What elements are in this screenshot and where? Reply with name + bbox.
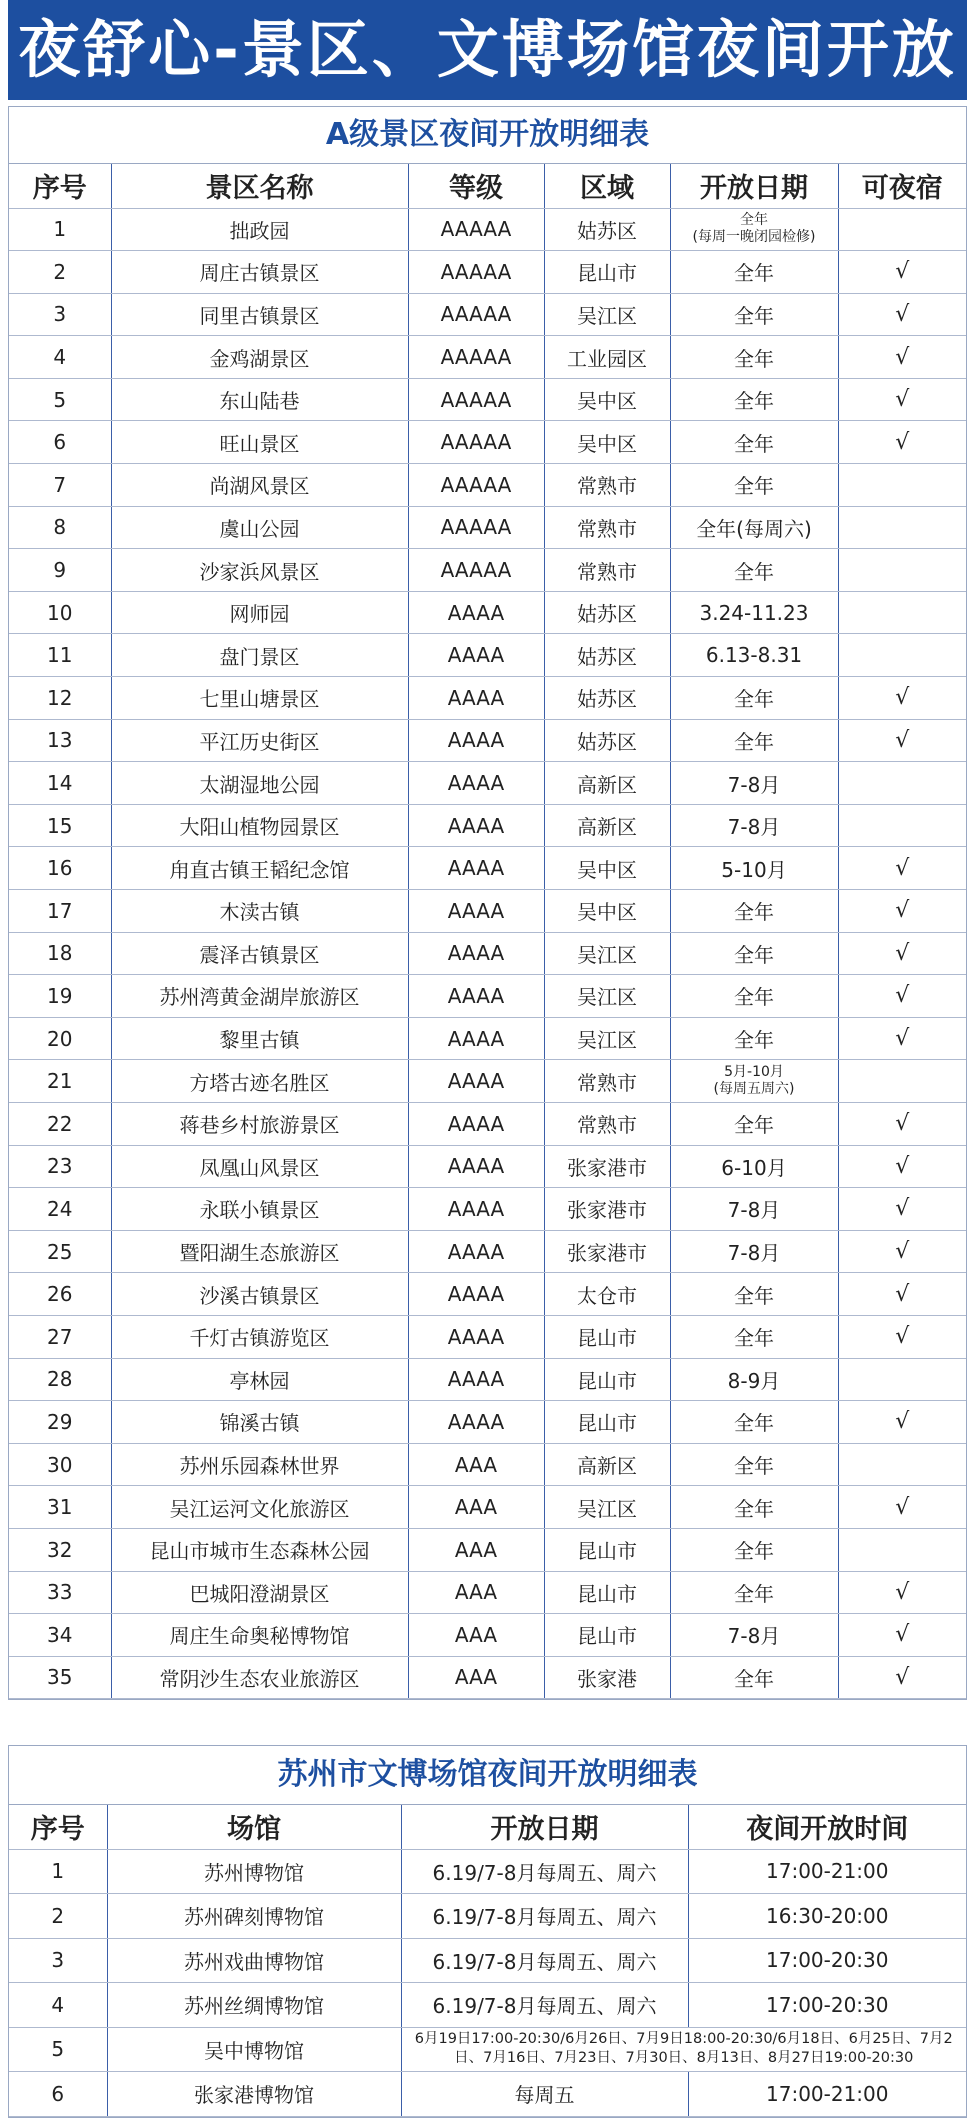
scenic-area: 高新区 <box>544 1443 670 1486</box>
scenic-name: 永联小镇景区 <box>111 1188 408 1231</box>
row-index: 4 <box>9 1983 107 2028</box>
row-index: 19 <box>9 975 111 1018</box>
table-row <box>9 2027 966 2072</box>
page-title: 夜舒心-景区、文博场馆夜间开放 <box>18 13 957 86</box>
open-date: 全年 <box>670 549 838 592</box>
open-date: 全年 <box>670 677 838 720</box>
scenic-name: 亭林园 <box>111 1358 408 1401</box>
table-row <box>9 1614 966 1657</box>
row-index: 16 <box>9 847 111 890</box>
scenic-name: 七里山塘景区 <box>111 677 408 720</box>
overnight-mark: √ <box>838 1188 966 1231</box>
scenic-name: 周庄古镇景区 <box>111 251 408 294</box>
overnight-mark <box>838 1358 966 1401</box>
scenic-name: 黎里古镇 <box>111 1017 408 1060</box>
page-title-banner <box>8 0 967 100</box>
row-index: 6 <box>9 2072 107 2117</box>
scenic-area: 吴江区 <box>544 932 670 975</box>
open-date: 全年 <box>670 975 838 1018</box>
open-date: 全年 <box>670 932 838 975</box>
row-index: 1 <box>9 1849 107 1894</box>
overnight-mark: √ <box>838 378 966 421</box>
open-date: 全年 <box>670 464 838 507</box>
scenic-level: AAAA <box>408 634 544 677</box>
table-row <box>9 975 966 1018</box>
scenic-level: AAAA <box>408 1230 544 1273</box>
venue-name: 吴中博物馆 <box>107 2027 401 2072</box>
scenic-level: AAAAA <box>408 378 544 421</box>
row-index: 25 <box>9 1230 111 1273</box>
scenic-area: 吴中区 <box>544 890 670 933</box>
open-date: 7-8月 <box>670 1188 838 1231</box>
col-header-level: 等级 <box>408 164 544 208</box>
row-index: 29 <box>9 1401 111 1444</box>
row-index: 5 <box>9 2027 107 2072</box>
overnight-mark <box>838 506 966 549</box>
scenic-level: AAAA <box>408 677 544 720</box>
scenic-area: 吴江区 <box>544 1486 670 1529</box>
scenic-level: AAAA <box>408 1017 544 1060</box>
scenic-area: 工业园区 <box>544 336 670 379</box>
scenic-area: 昆山市 <box>544 1358 670 1401</box>
scenic-level: AAAA <box>408 762 544 805</box>
table-row <box>9 1017 966 1060</box>
overnight-mark <box>838 208 966 251</box>
open-date: 5月-10月 (每周五周六) <box>670 1060 838 1103</box>
table-row <box>9 293 966 336</box>
scenic-area: 高新区 <box>544 762 670 805</box>
col-header-open-date: 开放日期 <box>670 164 838 208</box>
scenic-level: AAAA <box>408 975 544 1018</box>
venue-name: 苏州戏曲博物馆 <box>107 1938 401 1983</box>
scenic-name: 周庄生命奥秘博物馆 <box>111 1614 408 1657</box>
overnight-mark: √ <box>838 336 966 379</box>
scenic-area: 吴中区 <box>544 378 670 421</box>
row-index: 10 <box>9 591 111 634</box>
row-index: 18 <box>9 932 111 975</box>
scenic-name: 东山陆巷 <box>111 378 408 421</box>
row-index: 24 <box>9 1188 111 1231</box>
scenic-level: AAAA <box>408 1102 544 1145</box>
scenic-level: AAA <box>408 1571 544 1614</box>
night-hours: 17:00-21:00 <box>688 2072 966 2117</box>
scenic-area: 姑苏区 <box>544 591 670 634</box>
open-date: 5-10月 <box>670 847 838 890</box>
col-header-night-hours: 夜间开放时间 <box>688 1805 966 1849</box>
open-date: 全年 <box>670 1017 838 1060</box>
table-row <box>9 1894 966 1939</box>
table-row <box>9 336 966 379</box>
night-hours: 17:00-20:30 <box>688 1938 966 1983</box>
scenic-area: 张家港市 <box>544 1188 670 1231</box>
table-row <box>9 1145 966 1188</box>
open-date: 全年(每周六) <box>670 506 838 549</box>
table-row <box>9 549 966 592</box>
open-date: 全年 <box>670 293 838 336</box>
row-index: 8 <box>9 506 111 549</box>
scenic-area: 高新区 <box>544 804 670 847</box>
scenic-level: AAAA <box>408 1273 544 1316</box>
scenic-level: AAAA <box>408 591 544 634</box>
venue-name: 苏州碑刻博物馆 <box>107 1894 401 1939</box>
scenic-name: 大阳山植物园景区 <box>111 804 408 847</box>
scenic-level: AAA <box>408 1443 544 1486</box>
row-index: 1 <box>9 208 111 251</box>
open-date: 全年 <box>670 719 838 762</box>
table-row <box>9 1401 966 1444</box>
scenic-name: 尚湖风景区 <box>111 464 408 507</box>
row-index: 33 <box>9 1571 111 1614</box>
scenic-header-row <box>9 164 966 208</box>
overnight-mark: √ <box>838 1656 966 1699</box>
scenic-name: 沙溪古镇景区 <box>111 1273 408 1316</box>
overnight-mark: √ <box>838 1401 966 1444</box>
open-date: 全年 <box>670 1401 838 1444</box>
scenic-area: 常熟市 <box>544 506 670 549</box>
open-date: 全年 <box>670 1102 838 1145</box>
overnight-mark: √ <box>838 1315 966 1358</box>
museum-table-section <box>8 1745 967 2118</box>
night-hours: 16:30-20:00 <box>688 1894 966 1939</box>
open-date: 全年 <box>670 336 838 379</box>
scenic-level: AAAA <box>408 847 544 890</box>
scenic-name: 方塔古迹名胜区 <box>111 1060 408 1103</box>
row-index: 12 <box>9 677 111 720</box>
table-row <box>9 591 966 634</box>
table-row <box>9 1528 966 1571</box>
row-index: 27 <box>9 1315 111 1358</box>
open-date: 全年 <box>670 1656 838 1699</box>
open-date: 全年 <box>670 421 838 464</box>
scenic-name: 沙家浜风景区 <box>111 549 408 592</box>
scenic-name: 拙政园 <box>111 208 408 251</box>
scenic-level: AAAA <box>408 1401 544 1444</box>
open-date: 3.24-11.23 <box>670 591 838 634</box>
scenic-name: 盘门景区 <box>111 634 408 677</box>
row-index: 4 <box>9 336 111 379</box>
table-row <box>9 506 966 549</box>
open-date: 6.19/7-8月每周五、周六 <box>401 1983 688 2028</box>
row-index: 20 <box>9 1017 111 1060</box>
scenic-name: 太湖湿地公园 <box>111 762 408 805</box>
table-row <box>9 251 966 294</box>
overnight-mark: √ <box>838 1230 966 1273</box>
scenic-area: 常熟市 <box>544 1102 670 1145</box>
scenic-name: 凤凰山风景区 <box>111 1145 408 1188</box>
scenic-level: AAAA <box>408 890 544 933</box>
open-date: 全年 <box>670 1528 838 1571</box>
table-row <box>9 1188 966 1231</box>
scenic-area: 姑苏区 <box>544 719 670 762</box>
row-index: 31 <box>9 1486 111 1529</box>
overnight-mark: √ <box>838 719 966 762</box>
row-index: 13 <box>9 719 111 762</box>
table-row <box>9 1102 966 1145</box>
table-row <box>9 1938 966 1983</box>
table-row <box>9 1656 966 1699</box>
overnight-mark: √ <box>838 1273 966 1316</box>
venue-name: 苏州丝绸博物馆 <box>107 1983 401 2028</box>
col-header-overnight: 可夜宿 <box>838 164 966 208</box>
scenic-area: 昆山市 <box>544 251 670 294</box>
row-index: 34 <box>9 1614 111 1657</box>
scenic-area: 太仓市 <box>544 1273 670 1316</box>
overnight-mark <box>838 1528 966 1571</box>
scenic-level: AAAAA <box>408 506 544 549</box>
scenic-name: 苏州湾黄金湖岸旅游区 <box>111 975 408 1018</box>
scenic-table-caption: A级景区夜间开放明细表 <box>9 107 966 164</box>
table-row <box>9 932 966 975</box>
scenic-name: 千灯古镇游览区 <box>111 1315 408 1358</box>
open-date: 全年 <box>670 1315 838 1358</box>
table-row <box>9 1315 966 1358</box>
scenic-name: 木渎古镇 <box>111 890 408 933</box>
museum-table <box>9 1805 966 2117</box>
open-date: 全年 <box>670 1486 838 1529</box>
scenic-area: 常熟市 <box>544 1060 670 1103</box>
row-index: 2 <box>9 1894 107 1939</box>
overnight-mark <box>838 1060 966 1103</box>
scenic-level: AAAA <box>408 932 544 975</box>
scenic-area: 常熟市 <box>544 549 670 592</box>
open-date: 每周五 <box>401 2072 688 2117</box>
row-index: 26 <box>9 1273 111 1316</box>
scenic-area: 吴江区 <box>544 293 670 336</box>
col-header-index: 序号 <box>9 1805 107 1849</box>
overnight-mark: √ <box>838 1102 966 1145</box>
overnight-mark: √ <box>838 1145 966 1188</box>
scenic-name: 吴江运河文化旅游区 <box>111 1486 408 1529</box>
open-date: 全年 <box>670 1571 838 1614</box>
scenic-area: 昆山市 <box>544 1528 670 1571</box>
scenic-name: 甪直古镇王韬纪念馆 <box>111 847 408 890</box>
scenic-area: 姑苏区 <box>544 677 670 720</box>
scenic-area: 昆山市 <box>544 1315 670 1358</box>
overnight-mark: √ <box>838 975 966 1018</box>
scenic-name: 锦溪古镇 <box>111 1401 408 1444</box>
open-date: 7-8月 <box>670 1614 838 1657</box>
overnight-mark: √ <box>838 890 966 933</box>
museum-header-row <box>9 1805 966 1849</box>
scenic-name: 网师园 <box>111 591 408 634</box>
row-index: 35 <box>9 1656 111 1699</box>
scenic-area: 姑苏区 <box>544 208 670 251</box>
open-date: 7-8月 <box>670 804 838 847</box>
overnight-mark <box>838 549 966 592</box>
table-row <box>9 378 966 421</box>
scenic-area: 常熟市 <box>544 464 670 507</box>
open-date: 全年 <box>670 378 838 421</box>
col-header-venue: 场馆 <box>107 1805 401 1849</box>
scenic-level: AAA <box>408 1528 544 1571</box>
scenic-name: 平江历史街区 <box>111 719 408 762</box>
open-date: 8-9月 <box>670 1358 838 1401</box>
scenic-level: AAA <box>408 1486 544 1529</box>
scenic-area: 吴江区 <box>544 1017 670 1060</box>
scenic-area: 吴中区 <box>544 421 670 464</box>
scenic-level: AAAAA <box>408 464 544 507</box>
scenic-level: AAAA <box>408 1145 544 1188</box>
table-row <box>9 634 966 677</box>
row-index: 30 <box>9 1443 111 1486</box>
table-row <box>9 1443 966 1486</box>
table-row <box>9 1060 966 1103</box>
row-index: 22 <box>9 1102 111 1145</box>
scenic-name: 蒋巷乡村旅游景区 <box>111 1102 408 1145</box>
scenic-level: AAAA <box>408 719 544 762</box>
row-index: 11 <box>9 634 111 677</box>
row-index: 7 <box>9 464 111 507</box>
scenic-level: AAAA <box>408 1358 544 1401</box>
overnight-mark <box>838 464 966 507</box>
scenic-area: 吴中区 <box>544 847 670 890</box>
scenic-area: 昆山市 <box>544 1401 670 1444</box>
overnight-mark: √ <box>838 847 966 890</box>
museum-table-caption: 苏州市文博场馆夜间开放明细表 <box>9 1746 966 1805</box>
open-date: 全年 <box>670 890 838 933</box>
table-row <box>9 208 966 251</box>
scenic-table-section <box>8 106 967 1700</box>
open-date: 6.19/7-8月每周五、周六 <box>401 1849 688 1894</box>
scenic-table <box>9 164 966 1699</box>
open-date: 全年 <box>670 251 838 294</box>
overnight-mark: √ <box>838 293 966 336</box>
open-date: 全年 <box>670 1273 838 1316</box>
overnight-mark: √ <box>838 1486 966 1529</box>
row-index: 28 <box>9 1358 111 1401</box>
open-date: 6月19日17:00-20:30/6月26日、7月9日18:00-20:30/6月18日、6月25日、7月2日、7月16日、7月23日、7月30日、8月13日、8月27日19:00-20:30 <box>401 2027 966 2072</box>
table-row <box>9 1273 966 1316</box>
scenic-area: 吴江区 <box>544 975 670 1018</box>
table-row <box>9 719 966 762</box>
overnight-mark <box>838 804 966 847</box>
scenic-area: 张家港市 <box>544 1230 670 1273</box>
scenic-level: AAAA <box>408 1315 544 1358</box>
row-index: 23 <box>9 1145 111 1188</box>
overnight-mark <box>838 1443 966 1486</box>
overnight-mark: √ <box>838 1614 966 1657</box>
scenic-area: 张家港 <box>544 1656 670 1699</box>
scenic-level: AAAAA <box>408 336 544 379</box>
night-hours: 17:00-21:00 <box>688 1849 966 1894</box>
scenic-area: 昆山市 <box>544 1571 670 1614</box>
table-row <box>9 2072 966 2117</box>
overnight-mark <box>838 634 966 677</box>
scenic-level: AAAAA <box>408 251 544 294</box>
scenic-area: 张家港市 <box>544 1145 670 1188</box>
venue-name: 张家港博物馆 <box>107 2072 401 2117</box>
table-row <box>9 1358 966 1401</box>
open-date: 7-8月 <box>670 1230 838 1273</box>
scenic-level: AAAAA <box>408 549 544 592</box>
open-date: 全年 (每周一晚闭园检修) <box>670 208 838 251</box>
col-header-open-date: 开放日期 <box>401 1805 688 1849</box>
table-row <box>9 847 966 890</box>
table-row <box>9 804 966 847</box>
overnight-mark: √ <box>838 1571 966 1614</box>
scenic-name: 震泽古镇景区 <box>111 932 408 975</box>
overnight-mark <box>838 762 966 805</box>
scenic-name: 苏州乐园森林世界 <box>111 1443 408 1486</box>
table-row <box>9 1486 966 1529</box>
row-index: 5 <box>9 378 111 421</box>
overnight-mark: √ <box>838 677 966 720</box>
table-row <box>9 890 966 933</box>
overnight-mark: √ <box>838 932 966 975</box>
table-row <box>9 421 966 464</box>
scenic-area: 昆山市 <box>544 1614 670 1657</box>
scenic-name: 昆山市城市生态森林公园 <box>111 1528 408 1571</box>
row-index: 14 <box>9 762 111 805</box>
scenic-level: AAAAA <box>408 208 544 251</box>
scenic-level: AAA <box>408 1656 544 1699</box>
open-date: 6-10月 <box>670 1145 838 1188</box>
scenic-area: 姑苏区 <box>544 634 670 677</box>
table-row <box>9 677 966 720</box>
overnight-mark: √ <box>838 1017 966 1060</box>
scenic-name: 巴城阳澄湖景区 <box>111 1571 408 1614</box>
table-row <box>9 1983 966 2028</box>
row-index: 3 <box>9 293 111 336</box>
scenic-name: 旺山景区 <box>111 421 408 464</box>
table-row <box>9 1571 966 1614</box>
overnight-mark: √ <box>838 421 966 464</box>
scenic-name: 暨阳湖生态旅游区 <box>111 1230 408 1273</box>
scenic-name: 常阴沙生态农业旅游区 <box>111 1656 408 1699</box>
open-date: 7-8月 <box>670 762 838 805</box>
scenic-name: 虞山公园 <box>111 506 408 549</box>
overnight-mark: √ <box>838 251 966 294</box>
row-index: 2 <box>9 251 111 294</box>
open-date: 6.19/7-8月每周五、周六 <box>401 1938 688 1983</box>
scenic-name: 同里古镇景区 <box>111 293 408 336</box>
night-hours: 17:00-20:30 <box>688 1983 966 2028</box>
table-row <box>9 1849 966 1894</box>
col-header-name: 景区名称 <box>111 164 408 208</box>
row-index: 17 <box>9 890 111 933</box>
row-index: 21 <box>9 1060 111 1103</box>
open-date: 全年 <box>670 1443 838 1486</box>
row-index: 6 <box>9 421 111 464</box>
scenic-level: AAAA <box>408 1188 544 1231</box>
row-index: 15 <box>9 804 111 847</box>
table-row <box>9 762 966 805</box>
open-date: 6.19/7-8月每周五、周六 <box>401 1894 688 1939</box>
row-index: 9 <box>9 549 111 592</box>
scenic-level: AAA <box>408 1614 544 1657</box>
scenic-level: AAAAA <box>408 421 544 464</box>
open-date: 6.13-8.31 <box>670 634 838 677</box>
table-row <box>9 464 966 507</box>
col-header-index: 序号 <box>9 164 111 208</box>
row-index: 32 <box>9 1528 111 1571</box>
row-index: 3 <box>9 1938 107 1983</box>
overnight-mark <box>838 591 966 634</box>
scenic-level: AAAAA <box>408 293 544 336</box>
col-header-area: 区域 <box>544 164 670 208</box>
venue-name: 苏州博物馆 <box>107 1849 401 1894</box>
scenic-level: AAAA <box>408 1060 544 1103</box>
scenic-level: AAAA <box>408 804 544 847</box>
scenic-name: 金鸡湖景区 <box>111 336 408 379</box>
table-row <box>9 1230 966 1273</box>
